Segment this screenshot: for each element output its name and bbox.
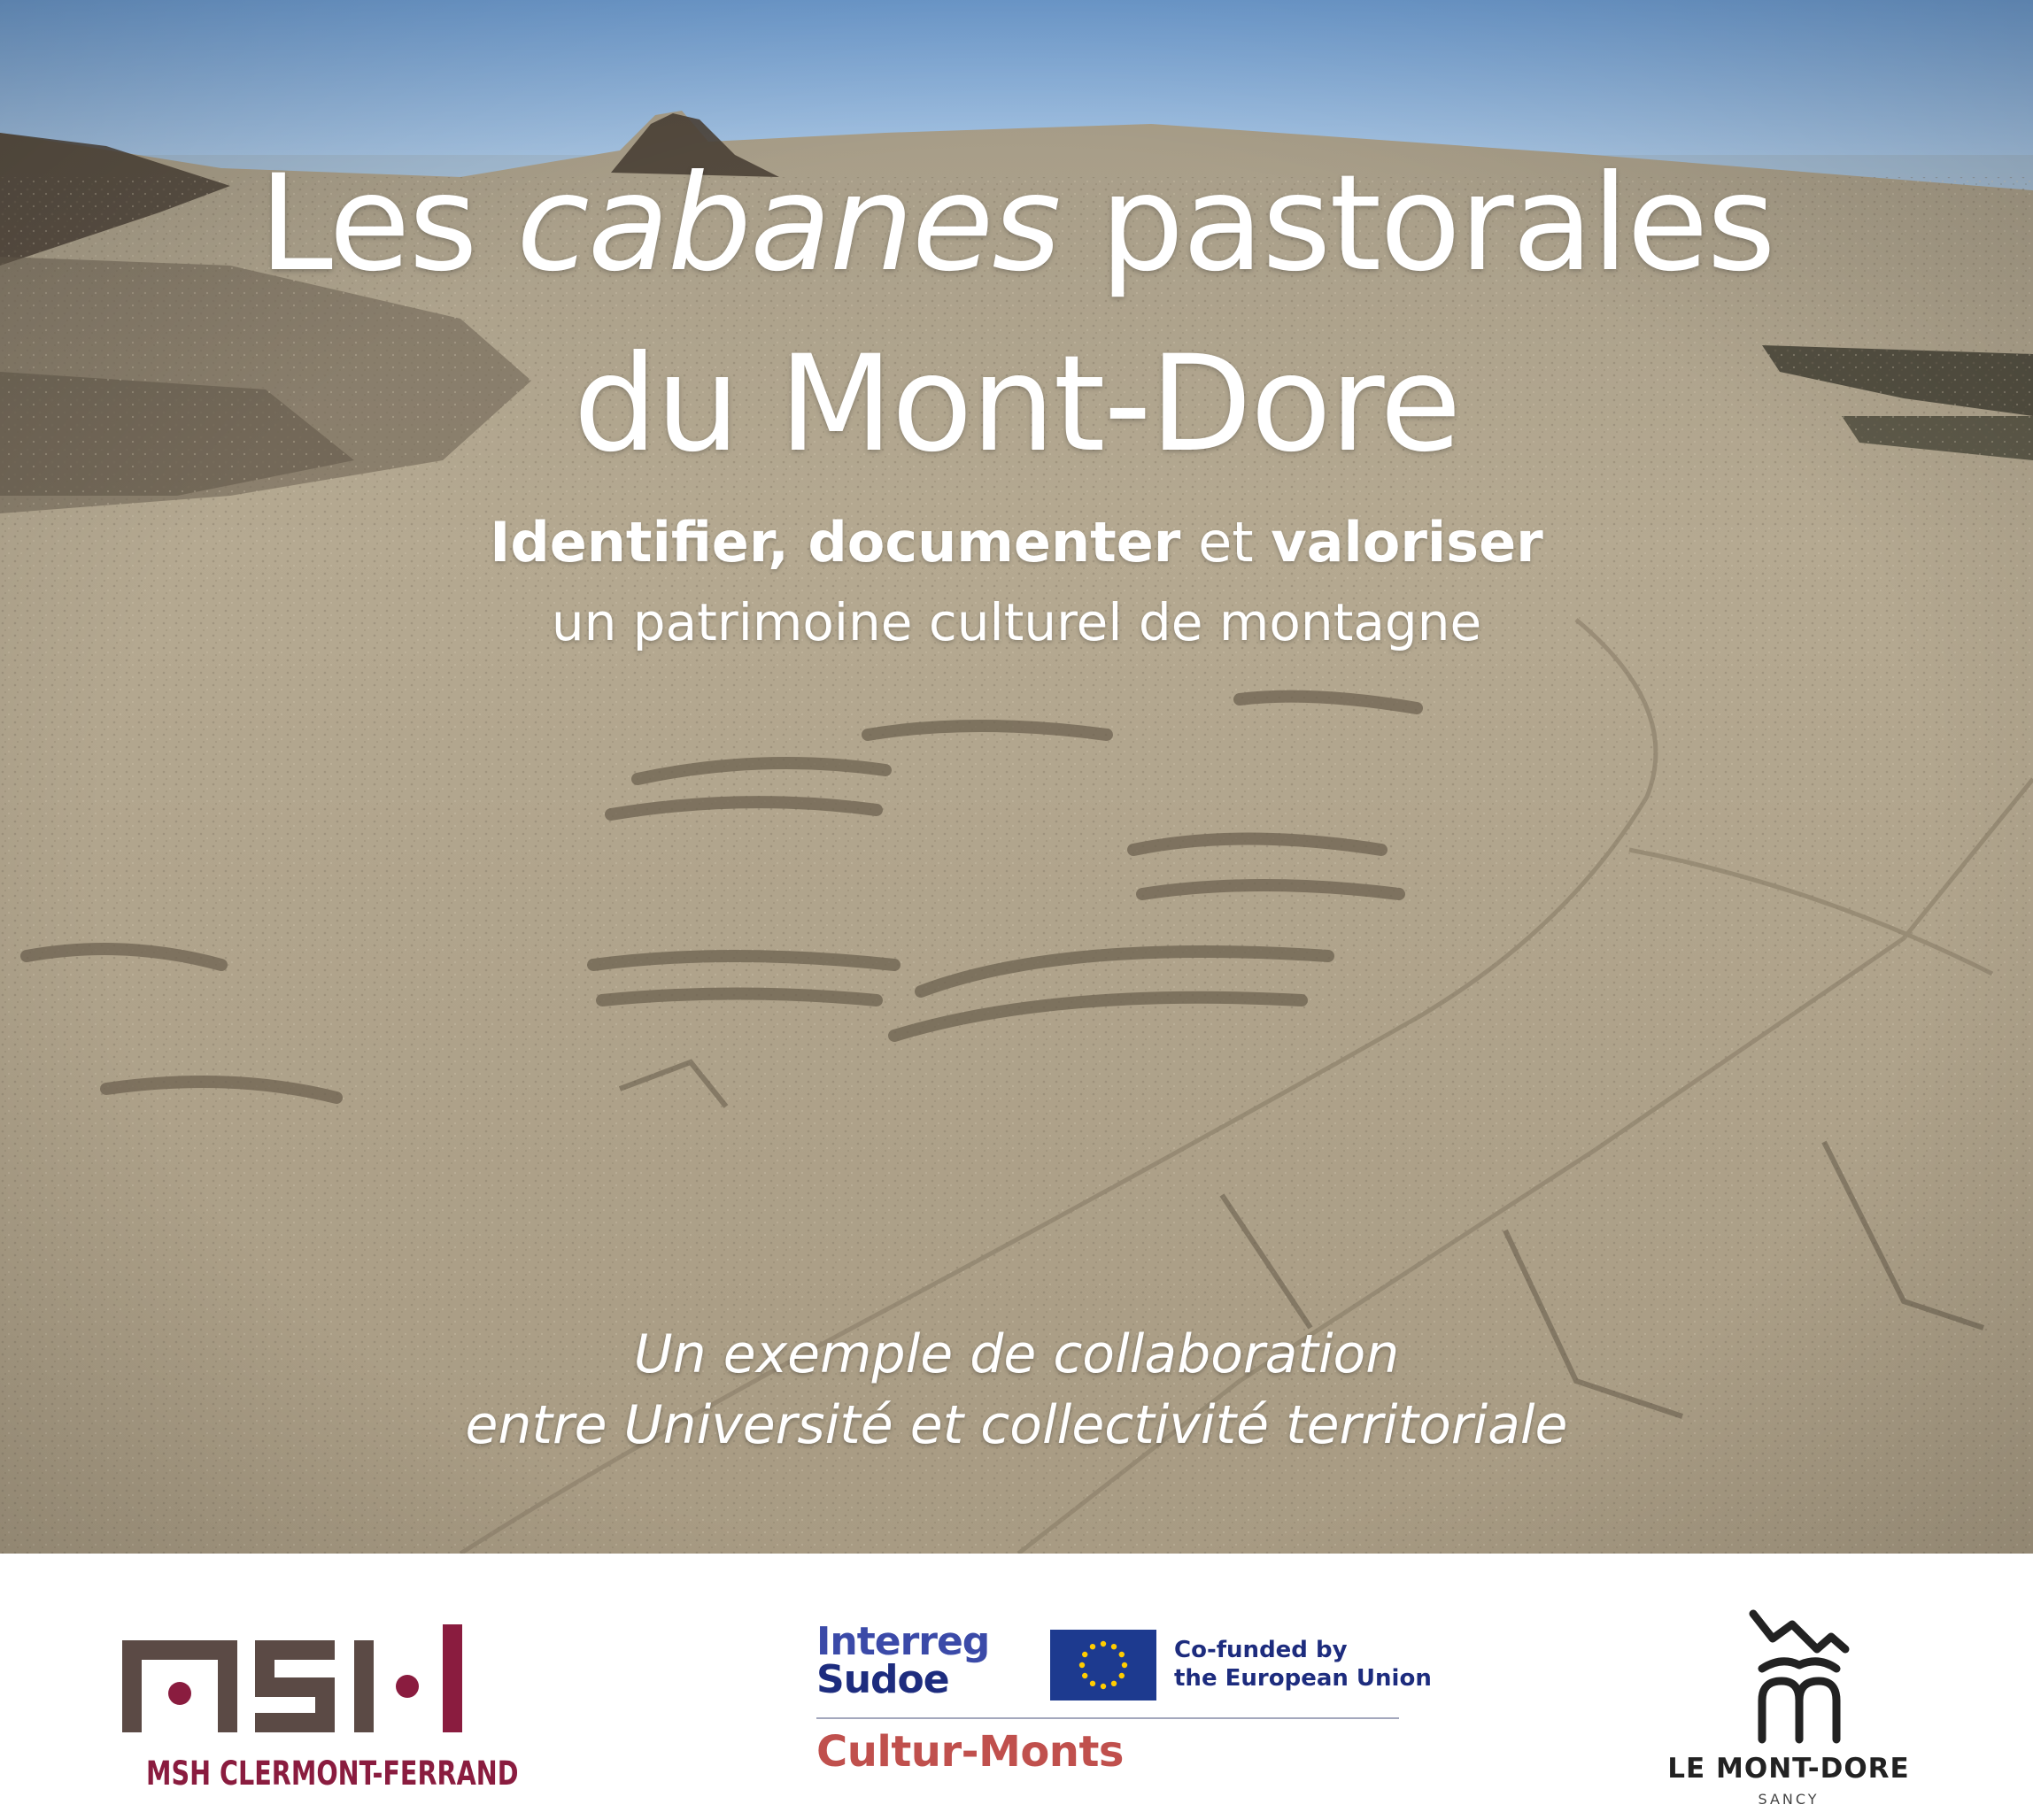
divider (816, 1717, 1399, 1719)
mont-dore-mark (1746, 1607, 1852, 1744)
interreg-word: Interreg (816, 1619, 990, 1664)
page-title-line2: du Mont-Dore (573, 328, 1460, 482)
sudoe-word: Sudoe (816, 1657, 949, 1702)
eu-funding-line1: Co-funded by (1174, 1637, 1348, 1663)
project-name: Cultur-Monts (816, 1727, 1124, 1777)
msh-logo (122, 1624, 519, 1801)
msh-label: MSH CLERMONT-FERRAND (145, 1754, 519, 1793)
subtitle-secondary: un patrimoine culturel de montagne (551, 592, 1482, 652)
msh-logo-mark (122, 1624, 463, 1748)
mont-dore-logo (1665, 1607, 1913, 1810)
tagline-line2: entre Université et collectivité territoriale (465, 1394, 1568, 1456)
eu-funding-line2: the European Union (1174, 1665, 1432, 1692)
page-title: Les cabanes pastorales (259, 147, 1774, 301)
eu-flag-icon (1050, 1630, 1156, 1700)
footer-logos (0, 1554, 2033, 1820)
mont-dore-sublabel: SANCY (1758, 1791, 1820, 1808)
tagline-line1: Un exemple de collaboration (633, 1323, 1400, 1385)
subtitle: Identifier, documenter et valoriser (490, 510, 1543, 575)
mont-dore-label: LE MONT-DORE (1667, 1753, 1910, 1785)
